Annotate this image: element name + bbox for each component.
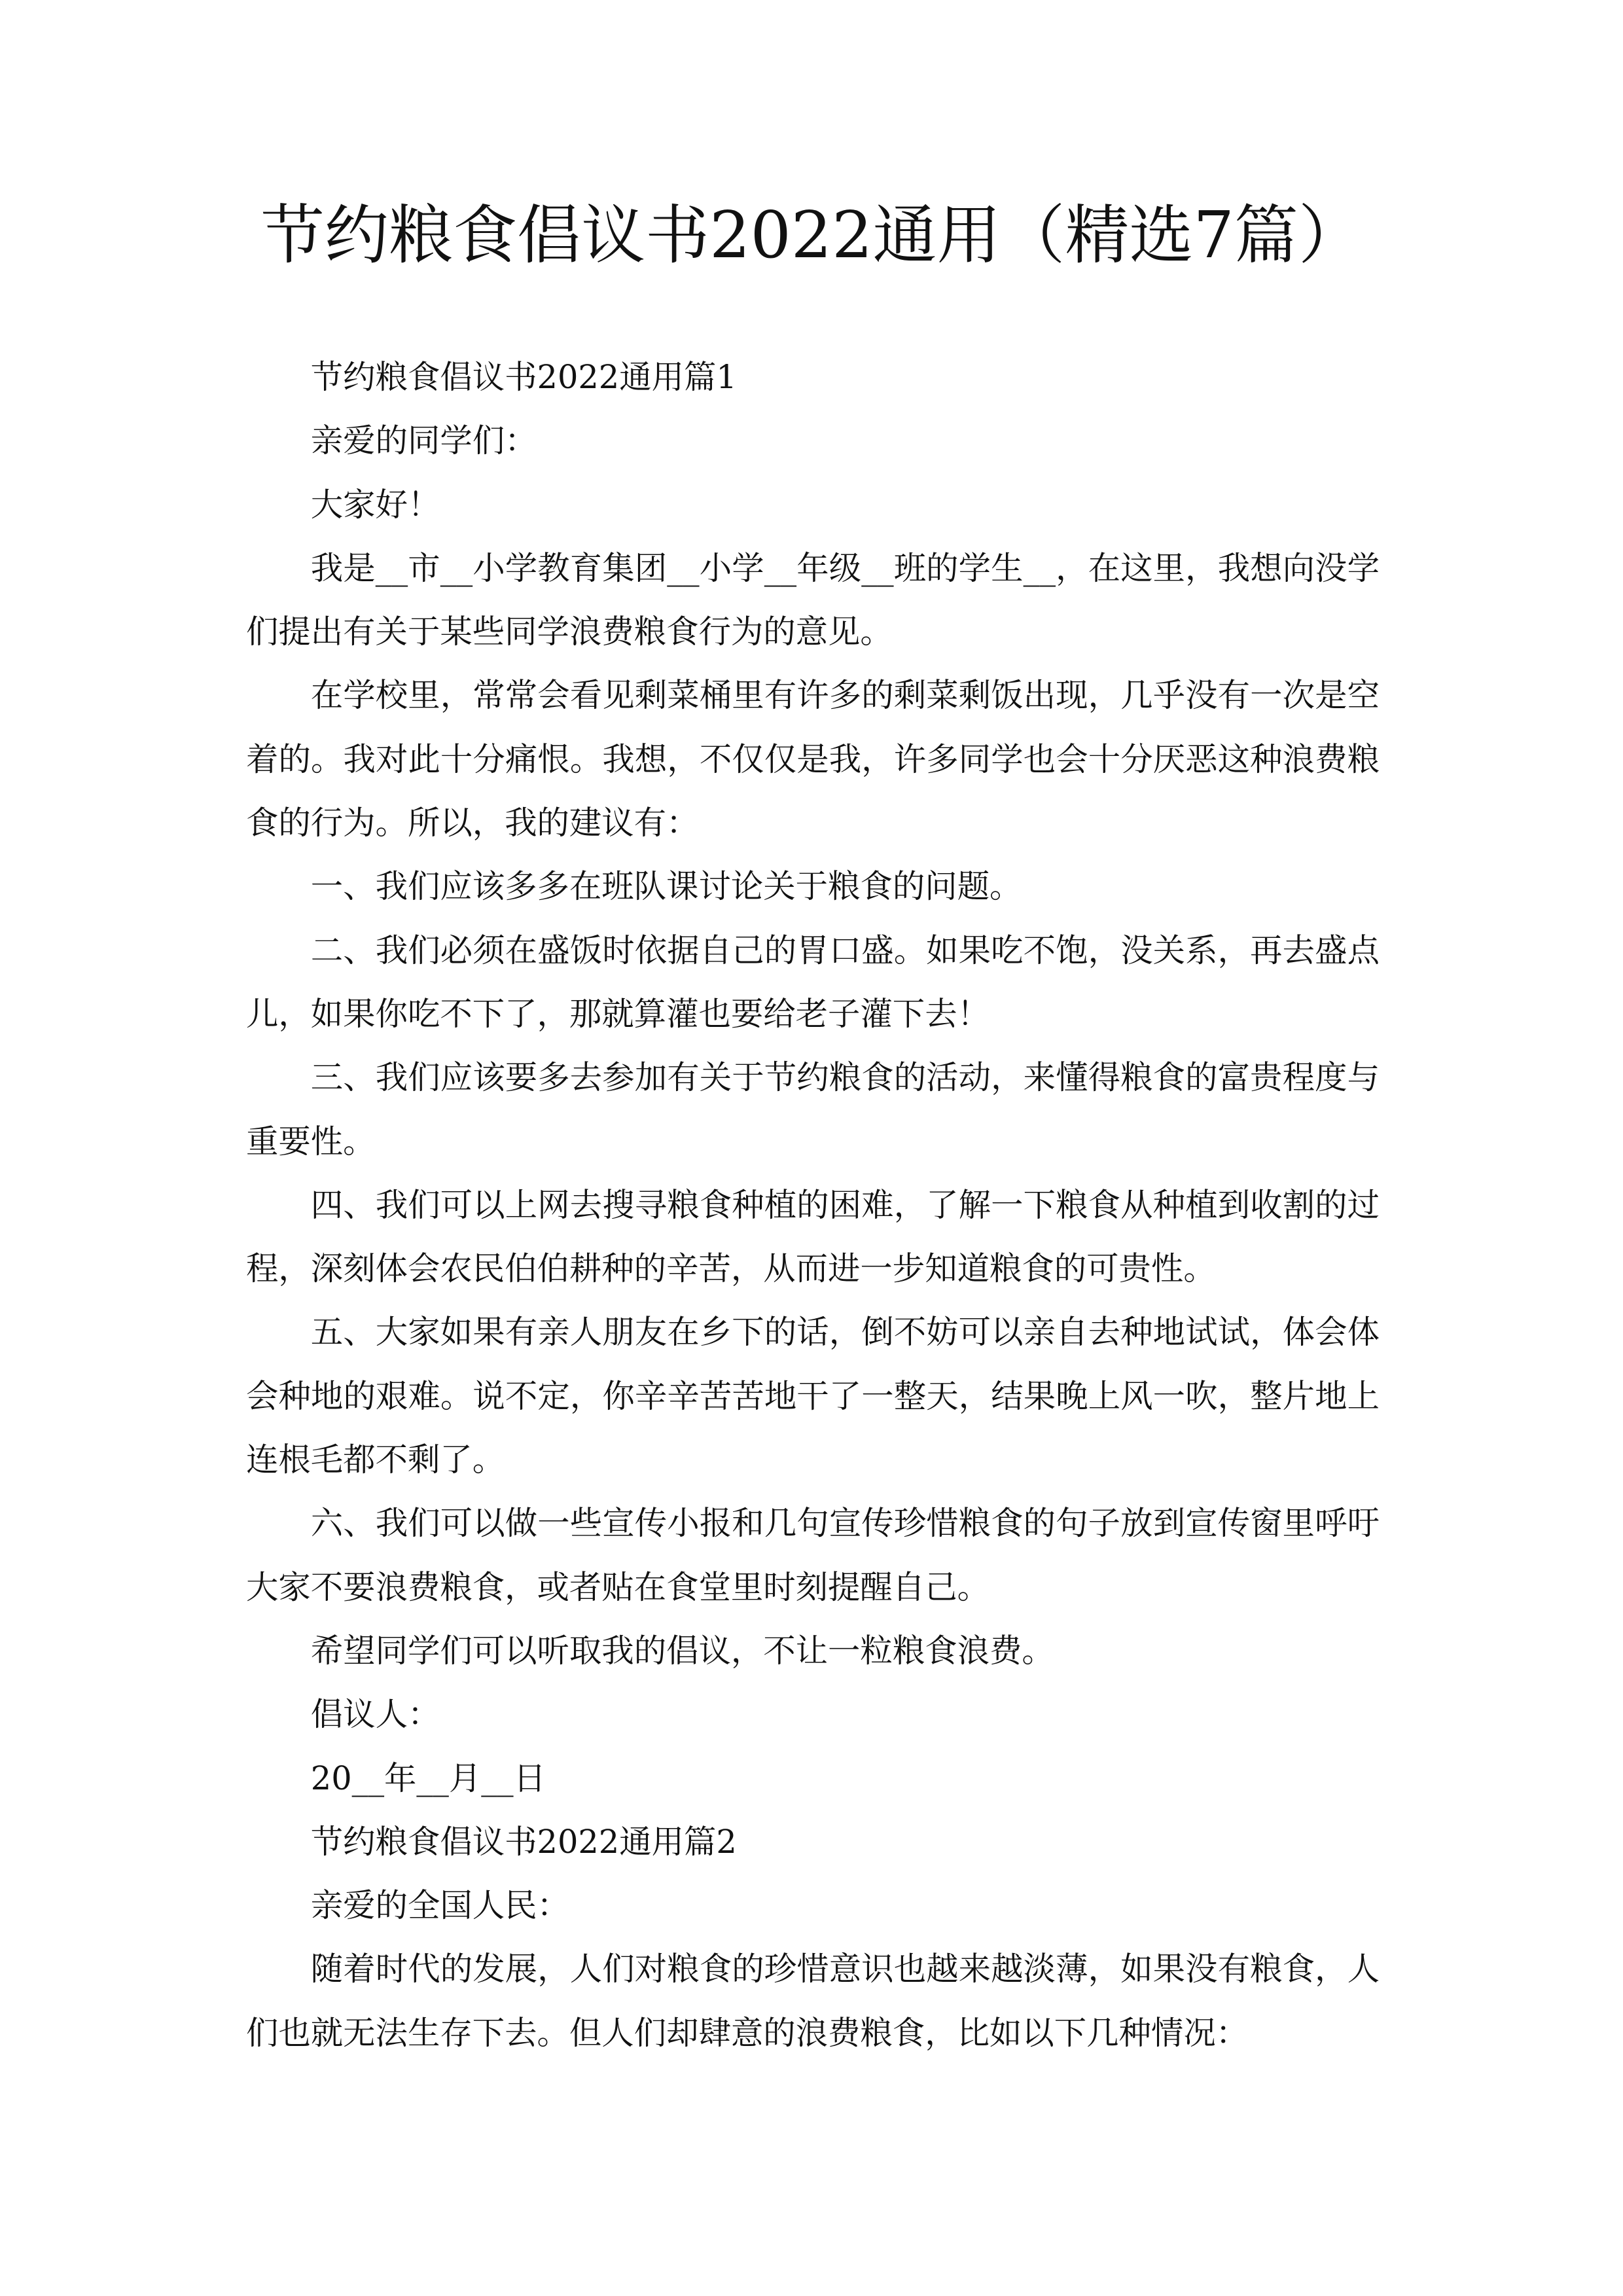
suggestion-item: 一、我们应该多多在班队课讨论关于粮食的问题。 (310, 867, 1022, 906)
paragraph: 我是__市__小学教育集团__小学__年级__班的学生__，在这里，我想向没学们提出有关于某些同学浪费粮食行为的意见。 (246, 548, 1380, 651)
signature-label: 倡议人： (310, 1695, 440, 1734)
suggestion-item: 三、我们应该要多去参加有关于节约粮食的活动，来懂得粮食的富贵程度与重要性。 (246, 1058, 1380, 1160)
salutation: 亲爱的全国人民： (310, 1886, 569, 1925)
closing: 希望同学们可以听取我的倡议，不让一粒粮食浪费。 (310, 1631, 1054, 1670)
paragraph: 随着时代的发展，人们对粮食的珍惜意识也越来越淡薄，如果没有粮食，人们也就无法生存下去。但人们却肆意的浪费粮食，比如以下几种情况： (246, 1950, 1380, 2052)
suggestion-item: 五、大家如果有亲人朋友在乡下的话，倒不妨可以亲自去种地试试，体会体会种地的艰难。说不定，你辛辛苦苦地干了一整天，结果晚上风一吹，整片地上连根毛都不剩了。 (246, 1313, 1380, 1479)
document-body (246, 346, 1380, 2065)
suggestion-item: 四、我们可以上网去搜寻粮食种植的困难，了解一下粮食从种植到收割的过程，深刻体会农民伯伯耕种的辛苦，从而进一步知道粮食的可贵性。 (246, 1185, 1380, 1288)
date-line: 20__年__月__日 (310, 1759, 546, 1797)
paragraph: 在学校里，常常会看见剩菜桶里有许多的剩菜剩饭出现，几乎没有一次是空着的。我对此十分痛恨。我想，不仅仅是我，许多同学也会十分厌恶这种浪费粮食的行为。所以，我的建议有： (246, 676, 1380, 842)
suggestion-item: 二、我们必须在盛饭时依据自己的胃口盛。如果吃不饱，没关系，再去盛点儿，如果你吃不下了，那就算灌也要给老子灌下去！ (246, 931, 1380, 1033)
section-heading-1: 节约粮食倡议书2022通用篇1 (310, 358, 737, 396)
greeting: 大家好！ (310, 485, 440, 524)
section-heading-2: 节约粮食倡议书2022通用篇2 (310, 1822, 737, 1861)
suggestion-item: 六、我们可以做一些宣传小报和几句宣传珍惜粮食的句子放到宣传窗里呼吁大家不要浪费粮食，或者贴在食堂里时刻提醒自己。 (246, 1504, 1380, 1606)
salutation: 亲爱的同学们： (310, 422, 537, 460)
document-title: 节约粮食倡议书2022通用（精选7篇） (260, 198, 1363, 273)
